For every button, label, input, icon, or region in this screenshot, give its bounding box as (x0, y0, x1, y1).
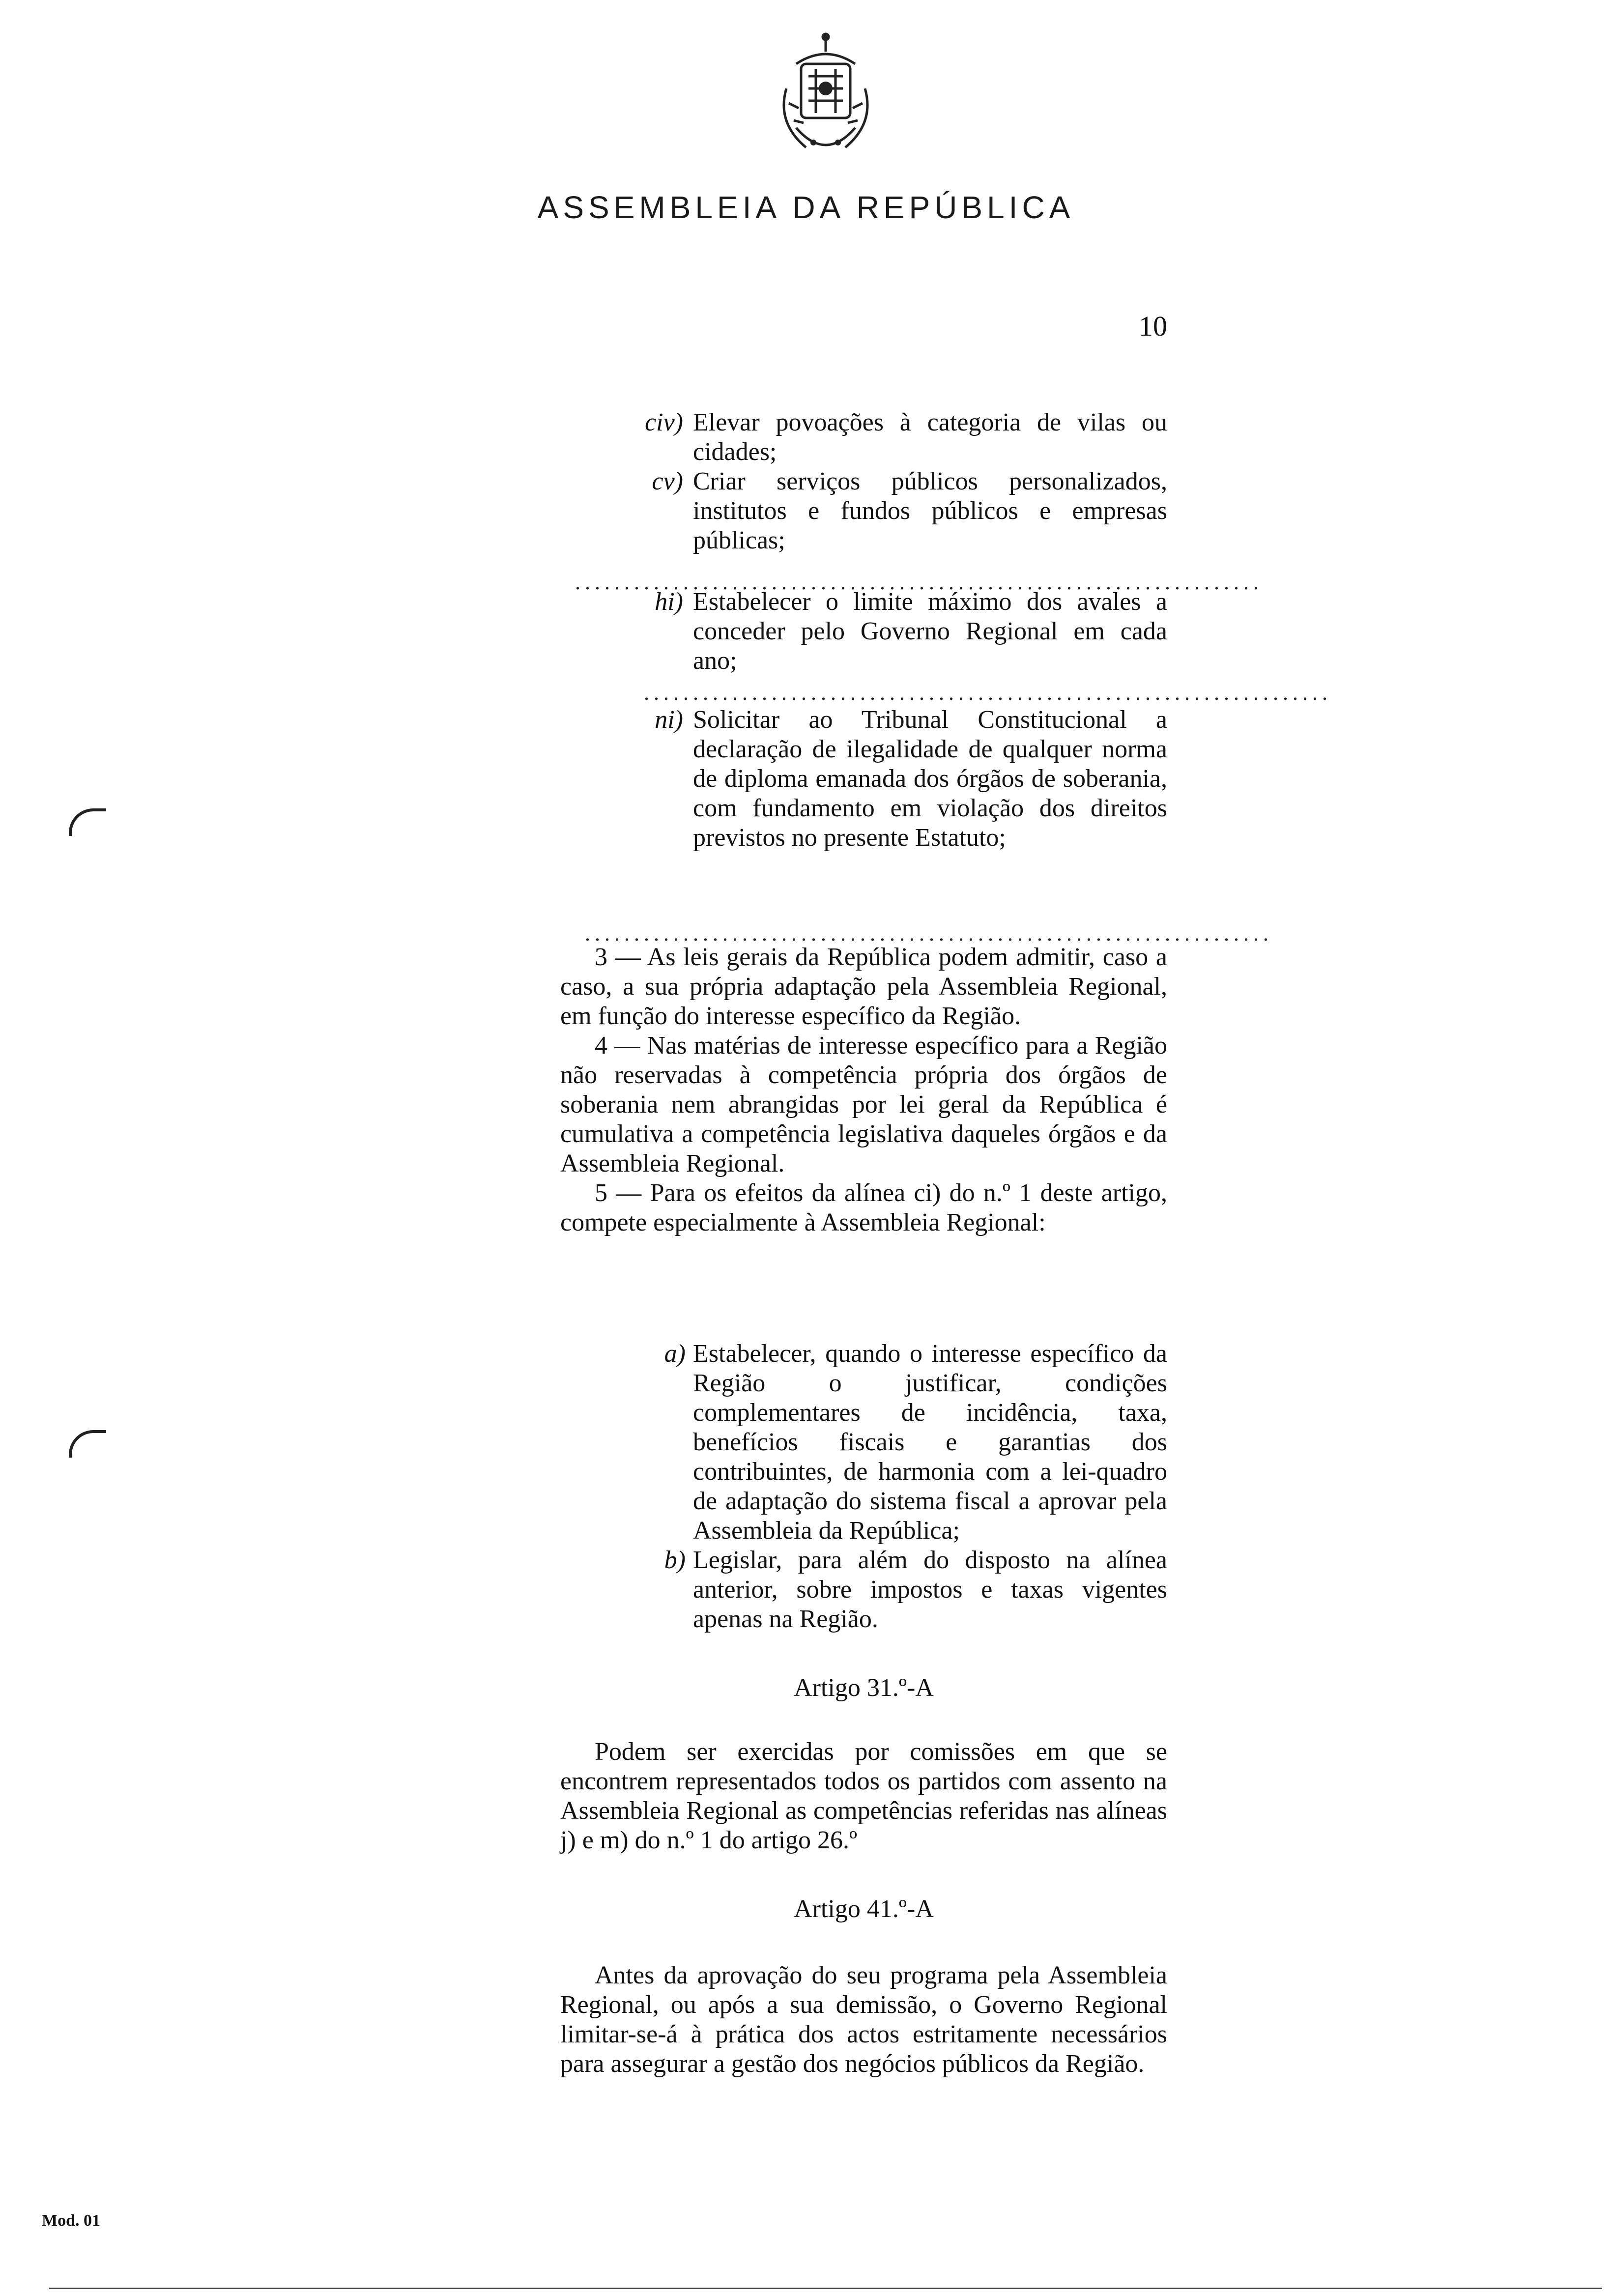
bottom-rule (49, 2288, 1602, 2289)
item-label: hi) (655, 588, 683, 616)
form-code: Mod. 01 (42, 2211, 100, 2230)
paragraph-4: 4 — Nas matérias de interesse específico para a Região não reservadas à competência própria dos órgãos de soberania nem abrangidas por lei geral da República é cumulativa a competência legislativa daqueles órgãos e da Assembleia Regional. (560, 1032, 1167, 1177)
paragraph-5: 5 — Para os efeitos da alínea ci) do n.º 1 deste artigo, compete especialmente à Assembleia Regional: (560, 1179, 1167, 1236)
header-title: ASSEMBLEIA DA REPÚBLICA (537, 190, 1075, 225)
article-heading: Artigo 41.º-A (794, 1895, 934, 1923)
item-text: Estabelecer o limite máximo dos avales a conceder pelo Governo Regional em cada ano; (693, 588, 1167, 675)
ellipsis-separator: ...................................................................... (585, 921, 1273, 946)
paragraph-3: 3 — As leis gerais da República podem admitir, caso a caso, a sua própria adaptação pela Assembleia Regional, em função do interesse específico da Região. (560, 943, 1167, 1030)
item-label: b) (664, 1546, 686, 1574)
item-text: Solicitar ao Tribunal Constitucional a declaração de ilegalidade de qualquer norma de diploma emanada dos órgãos de soberania, com fundamento em violação dos direitos previstos no presente Estatuto; (693, 706, 1167, 852)
page-number: 10 (1139, 310, 1167, 342)
item-text: Elevar povoações à categoria de vilas ou cidades; (693, 408, 1167, 466)
list-item (560, 705, 1167, 853)
numbered-paragraphs (560, 943, 1167, 1237)
items-top (560, 408, 1167, 555)
article-heading: Artigo 31.º-A (794, 1674, 934, 1702)
item-text: Estabelecer, quando o interesse específico da Região o justificar, condições complementares de incidência, taxa, benefícios fiscais e garantias dos contribuintes, de harmonia com a lei-quadro de adaptação do sistema fiscal a aprovar pela Assembleia da República; (693, 1340, 1167, 1545)
list-item (560, 1546, 1167, 1634)
article-41a (560, 1894, 1167, 2079)
article-text: Podem ser exercidas por comissões em que se encontrem representados todos os partidos com assento na Assembleia Regional as competências referidas nas alíneas j) e m) do n.º 1 do artigo 26.º (560, 1738, 1167, 1854)
item-label: ni) (655, 706, 683, 734)
item-text: Legislar, para além do disposto na alínea anterior, sobre impostos e taxas vigentes apenas na Região. (693, 1546, 1167, 1633)
item-label: civ) (645, 408, 683, 436)
margin-mark (69, 1430, 106, 1458)
item-label: a) (664, 1340, 686, 1368)
items-h (560, 587, 1167, 676)
article-31a (560, 1673, 1167, 1855)
coat-of-arms-icon (767, 29, 885, 162)
list-item (560, 467, 1167, 555)
article-text: Antes da aprovação do seu programa pela Assembleia Regional, ou após a sua demissão, o Governo Regional limitar-se-á à prática dos actos estritamente necessários para assegurar a gestão dos negócios públicos da Região. (560, 1961, 1167, 2078)
item-text: Criar serviços públicos personalizados, institutos e fundos públicos e empresas públicas; (693, 467, 1167, 554)
list-item (560, 1339, 1167, 1546)
margin-mark (69, 808, 106, 836)
item-label: cv) (652, 467, 683, 495)
list-item (560, 408, 1167, 467)
ellipsis-separator: ...................................................................... (644, 681, 1332, 705)
list-item (560, 587, 1167, 676)
ellipsis-separator: ...................................................................... (575, 570, 1263, 594)
items-n (560, 705, 1167, 853)
items-5 (560, 1339, 1167, 1634)
